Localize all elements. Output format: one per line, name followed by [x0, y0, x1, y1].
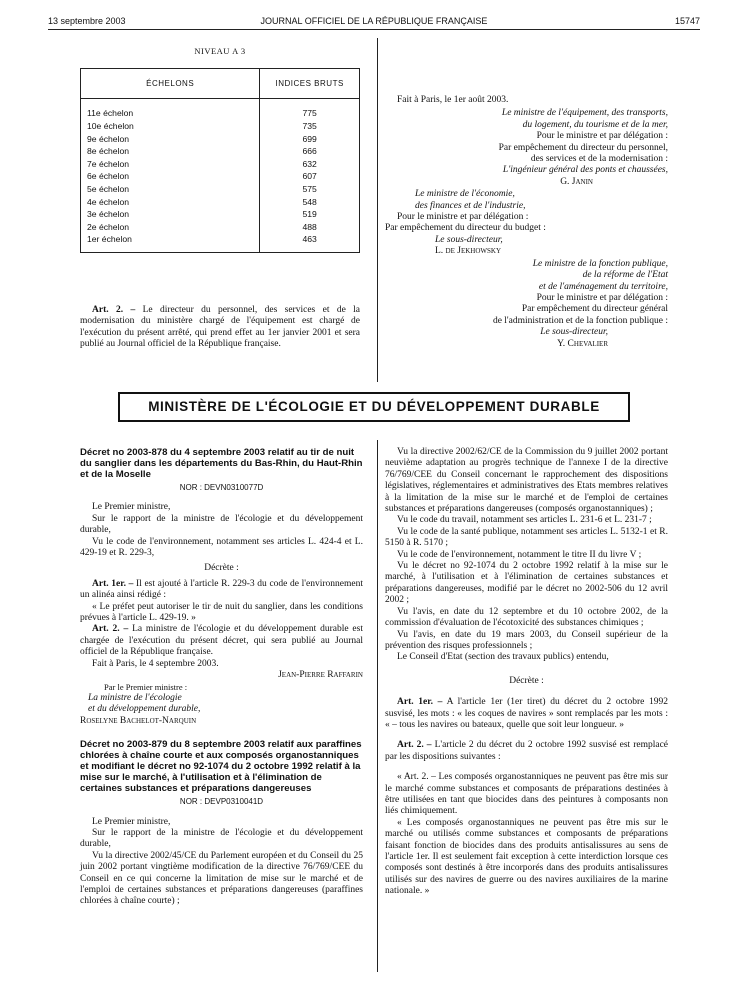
col-indices: INDICES BRUTS [260, 69, 360, 99]
indice-cell: 735 [260, 120, 360, 133]
echelon-cell: 2e échelon [81, 221, 260, 234]
col-echelons: ÉCHELONS [81, 69, 260, 99]
table-row [81, 233, 360, 252]
d1-p3: Vu le code de l'environnement, notamment ses articles L. 424-4 et L. 429-19 et R. 229-3, [80, 536, 363, 559]
d1-a2-lead: Art. 2. – [92, 624, 129, 635]
signature-line: de l'administration et de la fonction publique : [492, 315, 668, 326]
r-v3: Vu le code de la santé publique, notamment ses articles L. 5132-1 et R. 5150 à R. 5170 ; [385, 526, 668, 549]
signature-line: des finances et de l'industrie, [415, 200, 526, 211]
signature-line: Pour le ministre et par délégation : [536, 131, 668, 142]
table-row [81, 133, 360, 146]
signature-line: Le sous-directeur, [435, 234, 503, 245]
signature-line: G. Janin [560, 176, 593, 187]
d1-par: Par le Premier ministre : [104, 681, 188, 692]
indice-cell: 463 [260, 233, 360, 252]
signature-line: Pour le ministre et par délégation : [397, 212, 529, 223]
signature-line: des services et de la modernisation : [530, 154, 668, 165]
decree1-title: Décret no 2003-878 du 4 septembre 2003 relatif au tir de nuit du sanglier dans les départements du Bas-Rhin, du Haut-Rhin et de la Moselle [80, 447, 363, 480]
d1-min2: et du développement durable, [88, 704, 201, 715]
decree2-nor: NOR : DEVP0310041D [179, 797, 264, 807]
art2-prev-text: Le directeur du personnel, des services et de la modernisation du ministère chargé de l'équipement est chargé de l'exécution du présent arrêté, qui prend effet au 1er janvier 2001 et sera publié au Journal officiel de la République française. [80, 305, 361, 350]
signature-line: L. de Jekhowsky [435, 246, 502, 257]
signature-line: Le ministre de la fonction publique, [532, 258, 668, 269]
r-q1: « Art. 2. – Les composés organostanniques ne peuvent pas être mis sur le marché comme substances et composants de préparations destinées à être utilisées en tant que biocides dans des peintures à composants non liés chimiquement. [385, 772, 668, 817]
echelon-cell: 11e échelon [81, 99, 260, 120]
r-v4: Vu le code de l'environnement, notamment le titre II du livre V ; [397, 549, 642, 560]
signature-line: Par empêchement du directeur général [521, 304, 668, 315]
d1-a1-lead: Art. 1er. – [92, 578, 134, 589]
signature-line: Par empêchement du directeur du personnel, [498, 142, 668, 153]
page-number: 15747 [674, 16, 700, 26]
r-a2-lead: Art. 2. – [397, 740, 432, 751]
signature-line: du logement, du tourisme et de la mer, [522, 119, 668, 130]
decree2-title: Décret no 2003-879 du 8 septembre 2003 relatif aux paraffines chlorées à chaîne courte et aux composés organostanniques et modifiant le décret no 92-1074 du 2 octobre 1992 relatif à la mise sur le marché, à l'utilisation et à l'élimination de certaines substances et préparations dangereuses [80, 739, 362, 795]
signature-line: et de l'aménagement du territoire, [538, 281, 668, 292]
r-v1: Vu la directive 2002/62/CE de la Commission du 9 juillet 2002 portant neuvième adaptation au progrès technique de l'annexe I de la directive 76/769/CEE du Conseil concernant le rapprochement des dispositions législatives, réglementaires et administratives des Etats membres relatives à la limitation de la mise sur le marché et de l'emploi de certaines substances et préparations dangereuses (composés organostanniques) ; [385, 447, 668, 515]
echelons-table [80, 68, 360, 253]
column-divider-top [377, 38, 378, 382]
echelon-cell: 8e échelon [81, 145, 260, 158]
table-row [81, 99, 360, 120]
echelon-cell: 6e échelon [81, 170, 260, 183]
table-row [81, 183, 360, 196]
table-row [81, 221, 360, 234]
r-v8: Le Conseil d'Etat (section des travaux publics) entendu, [397, 652, 609, 663]
signature-line: de la réforme de l'Etat [582, 270, 668, 281]
echelon-cell: 5e échelon [81, 183, 260, 196]
d1-fait: Fait à Paris, le 4 septembre 2003. [92, 658, 219, 669]
signature-line: Y. Chevalier [557, 338, 608, 349]
echelon-cell: 1er échelon [81, 233, 260, 252]
ministry-banner: MINISTÈRE DE L'ÉCOLOGIE ET DU DÉVELOPPEMENT DURABLE [118, 392, 630, 422]
signature-line: Le ministre de l'équipement, des transports, [501, 108, 668, 119]
r-a1-text: A l'article 1er (1er tiret) du décret du 2 octobre 1992 susvisé, les mots : « les coques de navires » sont remplacés par les mots : « – tous les navires ou bateaux, quelle que soit leur longueur. » [385, 697, 669, 730]
d1-p2: Sur le rapport de la ministre de l'écologie et du développement durable, [80, 513, 363, 536]
d1-min3: Roselyne Bachelot-Narquin [80, 715, 197, 726]
indice-cell: 666 [260, 145, 360, 158]
indice-cell: 775 [260, 99, 360, 120]
journal-title: JOURNAL OFFICIEL DE LA RÉPUBLIQUE FRANÇAISE [260, 16, 488, 26]
column-divider-bottom [377, 440, 378, 972]
echelon-cell: 4e échelon [81, 196, 260, 209]
header-rule [48, 29, 700, 30]
table-row [81, 120, 360, 133]
d1-min1: La ministre de l'écologie [88, 692, 182, 703]
r-v6: Vu l'avis, en date du 12 septembre et du 10 octobre 2002, de la commission d'évaluation de l'écotoxicité des substances chimiques ; [385, 606, 668, 629]
table-row [81, 145, 360, 158]
art2-prev-lead: Art. 2. – [92, 305, 136, 315]
indice-cell: 575 [260, 183, 360, 196]
r-q2: « Les composés organostanniques ne peuvent pas être mis sur le marché ou utilisés comme substances et composants de préparations faisant fonction de biocides dans des produits antisalissures au sens de l'article 1er. Il est seulement fait exception à cette interdiction lorsque ces composés sont destinés à être incorporés dans des produits antisalissures utilisés sur des navires de guerre ou des navires auxiliaires de la marine nationale. » [385, 817, 668, 897]
echelon-cell: 3e échelon [81, 208, 260, 221]
signature-line: Le ministre de l'économie, [415, 189, 515, 200]
d2-p2: Sur le rapport de la ministre de l'écologie et du développement durable, [80, 827, 363, 850]
signature-line: Par empêchement du directeur du budget : [385, 223, 546, 234]
r-v2: Vu le code du travail, notamment ses articles L. 231-6 et L. 231-7 ; [397, 515, 652, 526]
signature-line: Le sous-directeur, [540, 327, 608, 338]
signature-line: L'ingénieur général des ponts et chaussées, [502, 165, 668, 176]
d2-p1: Le Premier ministre, [92, 816, 171, 827]
decree2-cont [385, 447, 668, 898]
indice-cell: 488 [260, 221, 360, 234]
decree1-nor: NOR : DEVN0310077D [179, 483, 264, 492]
art2-prev [80, 305, 360, 351]
indice-cell: 519 [260, 208, 360, 221]
d2-p3: Vu la directive 2002/45/CE du Parlement européen et du Conseil du 25 juin 2002 portant vingtième modification de la directive 76/769/CEE du Conseil en ce qui concerne la limitation de mise sur le marché et de l'emploi de certaines substances et préparations dangereuses (paraffines chlorées à chaîne courte) ; [80, 850, 363, 907]
d1-a1-text: Il est ajouté à l'article R. 229-3 du code de l'environnement un alinéa ainsi rédigé : [80, 578, 363, 601]
echelon-cell: 7e échelon [81, 158, 260, 171]
table-row [81, 196, 360, 209]
table-row [81, 158, 360, 171]
indice-cell: 548 [260, 196, 360, 209]
echelon-cell: 10e échelon [81, 120, 260, 133]
table-block [80, 46, 360, 253]
signatures-top [385, 97, 668, 350]
d1-a2-text: La ministre de l'écologie et du développement durable est chargée de l'exécution du présent décret, qui sera publié au Journal officiel de la République française. [80, 624, 363, 658]
indice-cell: 632 [260, 158, 360, 171]
table-row [81, 208, 360, 221]
r-a1-lead: Art. 1er. – [397, 697, 443, 708]
r-a2-text: L'article 2 du décret du 2 octobre 1992 susvisé est remplacé par les dispositions suivantes : [385, 740, 668, 762]
table-caption: NIVEAU A 3 [194, 46, 246, 56]
d1-decrete: Décrète : [204, 563, 239, 574]
r-v7: Vu l'avis, en date du 19 mars 2003, du Conseil supérieur de la prévention des risques professionnels ; [385, 629, 668, 651]
r-v5: Vu le décret no 92-1074 du 2 octobre 1992 relatif à la mise sur le marché, à l'utilisation et à l'élimination de certaines substances et préparations dangereuses, modifié par le décret no 2002-506 du 12 avril 2002 ; [385, 561, 668, 606]
d1-p1: Le Premier ministre, [92, 502, 171, 513]
r-decrete: Décrète : [509, 675, 544, 686]
signature-line: Pour le ministre et par délégation : [536, 292, 668, 303]
d1-quote: « Le préfet peut autoriser le tir de nuit du sanglier, dans les conditions prévues à l'article L. 429-19. » [80, 601, 363, 624]
indice-cell: 699 [260, 133, 360, 146]
signature-line: Fait à Paris, le 1er août 2003. [397, 95, 509, 105]
header-date: 13 septembre 2003 [48, 16, 126, 26]
table-row [81, 170, 360, 183]
decree1 [80, 447, 363, 908]
indice-cell: 607 [260, 170, 360, 183]
echelon-cell: 9e échelon [81, 133, 260, 146]
d1-sign: Jean-Pierre Raffarin [278, 670, 363, 681]
